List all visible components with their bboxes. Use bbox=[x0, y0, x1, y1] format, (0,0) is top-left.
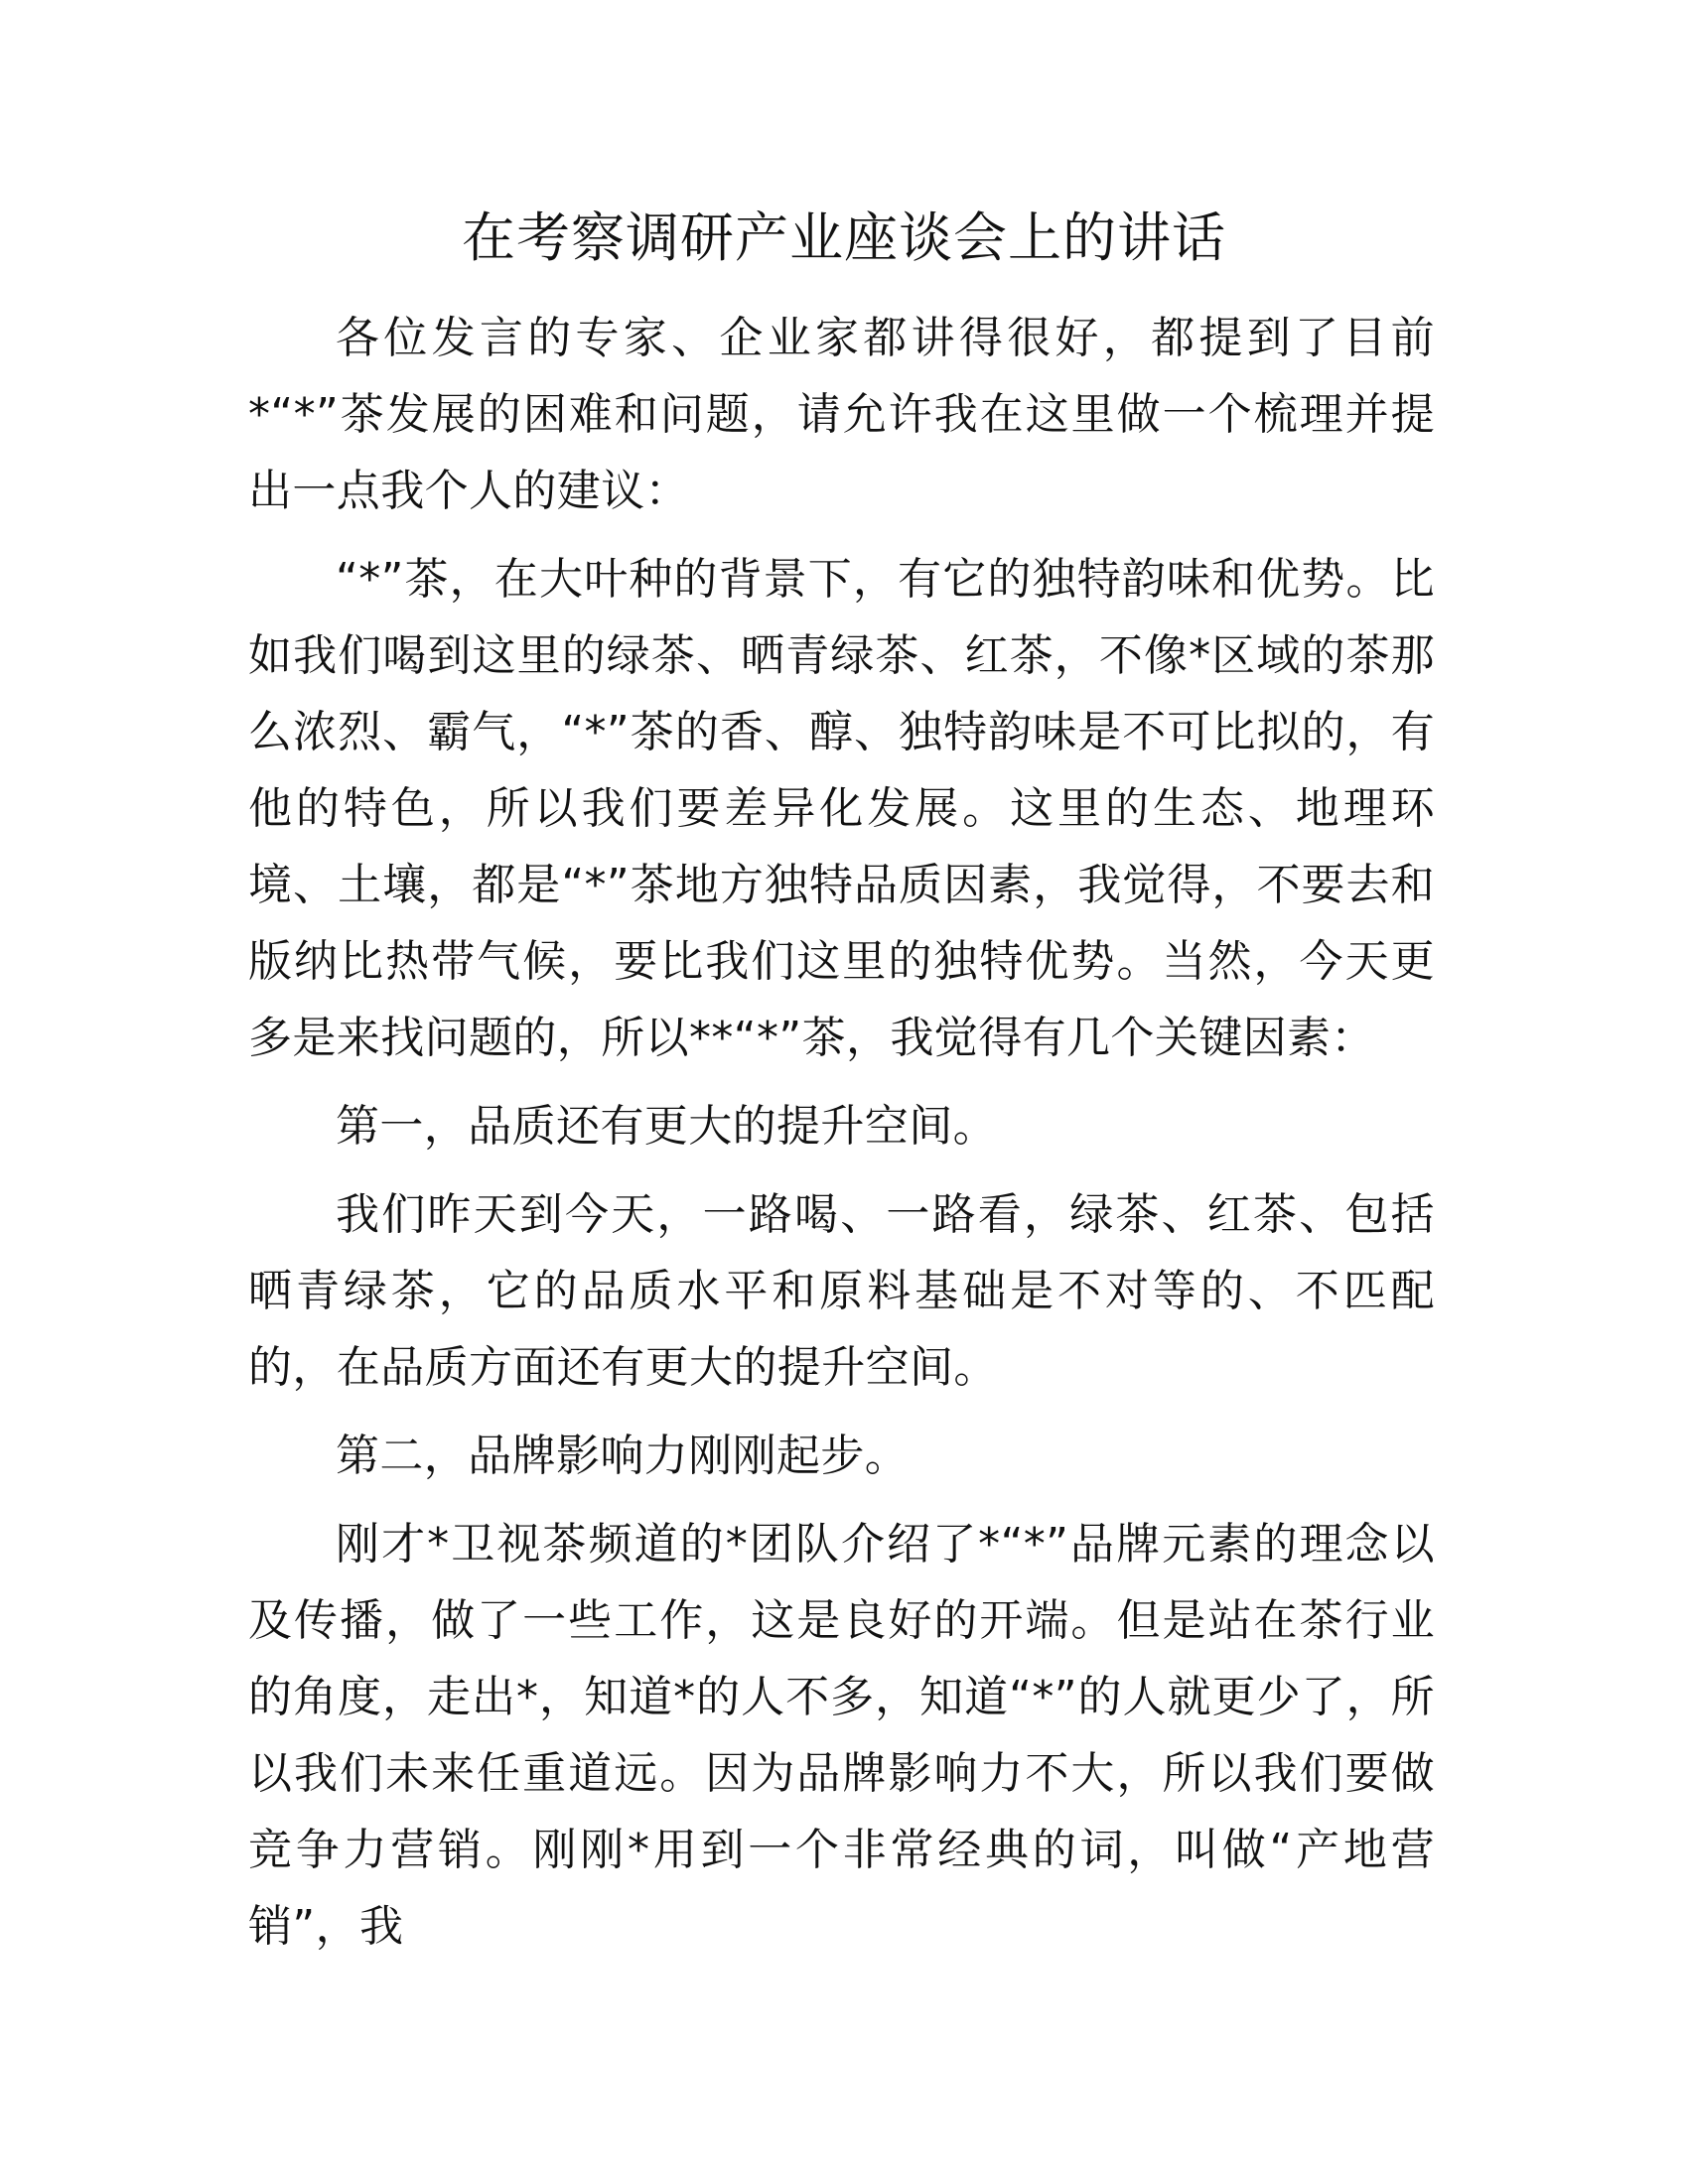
paragraph-point-two-detail: 刚才*卫视茶频道的*团队介绍了*“*”品牌元素的理念以及传播，做了一些工作，这是良好的开端。但是站在茶行业的角度，走出*，知道*的人不多，知道“*”的人就更少了，所以我们未来任重道远。因为品牌影响力不大，所以我们要做竞争力营销。刚刚*用到一个非常经典的词，叫做“产地营销”，我 bbox=[248, 1519, 1435, 1952]
paragraph-intro: 各位发言的专家、企业家都讲得很好，都提到了目前*“*”茶发展的困难和问题，请允许我在这里做一个梳理并提出一点我个人的建议： bbox=[248, 313, 1435, 516]
document-title: 在考察调研产业座谈会上的讲话 bbox=[462, 206, 1226, 269]
paragraph-point-two-heading: 第二，品牌影响力刚刚起步。 bbox=[336, 1431, 910, 1481]
document-body bbox=[248, 300, 1435, 1977]
paragraph-point-one-heading: 第一，品质还有更大的提升空间。 bbox=[336, 1101, 997, 1152]
paragraph-point-one-detail: 我们昨天到今天，一路喝、一路看，绿茶、红茶、包括晒青绿茶，它的品质水平和原料基础是不对等的、不匹配的，在品质方面还有更大的提升空间。 bbox=[248, 1189, 1435, 1393]
paragraph-tea-characteristics: “*”茶，在大叶种的背景下，有它的独特韵味和优势。比如我们喝到这里的绿茶、晒青绿茶、红茶，不像*区域的茶那么浓烈、霸气，“*”茶的香、醇、独特韵味是不可比拟的，有他的特色，所以我们要差异化发展。这里的生态、地理环境、土壤，都是“*”茶地方独特品质因素，我觉得，不要去和版纳比热带气候，要比我们这里的独特优势。当然，今天更多是来找问题的，所以**“*”茶，我觉得有几个关键因素： bbox=[248, 554, 1435, 1063]
